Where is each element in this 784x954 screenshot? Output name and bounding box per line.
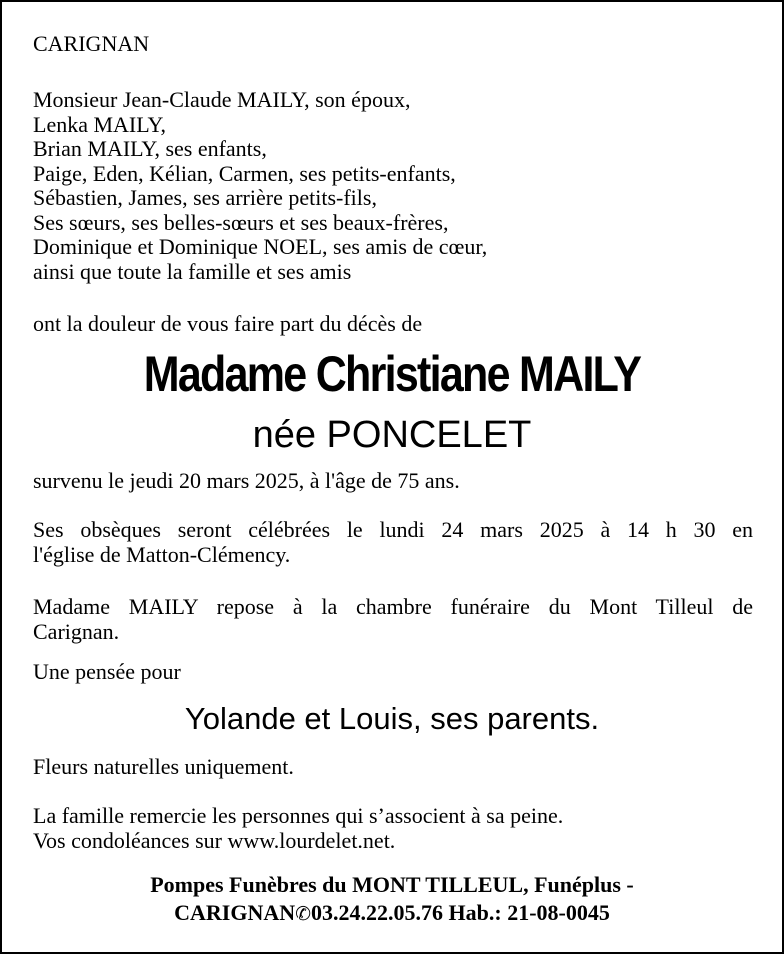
family-line: Paige, Eden, Kélian, Carmen, ses petits-enfants, xyxy=(33,160,456,186)
resting-place xyxy=(33,595,753,644)
announcement-intro: ont la douleur de vous faire part du décès de xyxy=(33,311,423,336)
thanks-line: Vos condoléances sur www.lourdelet.net. xyxy=(33,827,396,853)
parents-names: Yolande et Louis, ses parents. xyxy=(184,701,600,736)
funeral-home-phone: 03.24.22.05.76 Hab.: 21-08-0045 xyxy=(311,900,610,925)
funeral-details xyxy=(33,518,753,567)
thought-intro: Une pensée pour xyxy=(33,659,181,684)
resting-line: Carignan. xyxy=(33,618,120,644)
family-line: Ses sœurs, ses belles-sœurs et ses beaux-frères, xyxy=(33,209,449,235)
deceased-name: Madame Christiane MAILY xyxy=(143,346,641,402)
family-line: Dominique et Dominique NOEL, ses amis de cœur, xyxy=(33,234,488,259)
maiden-name: née PONCELET xyxy=(252,414,532,456)
thanks-line: La famille remercie les personnes qui s’associent à sa peine. xyxy=(33,803,564,828)
family-line: Lenka MAILY, xyxy=(33,111,167,137)
funeral-home-city: CARIGNAN xyxy=(174,900,296,925)
funeral-home xyxy=(2,871,782,928)
family-list xyxy=(33,88,487,284)
flowers-note: Fleurs naturelles uniquement. xyxy=(33,754,294,779)
family-line: Brian MAILY, ses enfants, xyxy=(33,136,267,161)
phone-icon: ✆ xyxy=(295,903,312,925)
funeral-home-contact xyxy=(2,899,782,928)
resting-line: Madame MAILY repose à la chambre funéraire du Mont Tilleul de xyxy=(33,594,753,619)
family-line: ainsi que toute la famille et ses amis xyxy=(33,258,352,284)
thanks-note xyxy=(33,804,563,853)
funeral-line: l'église de Matton-Clémency. xyxy=(33,541,291,567)
funeral-line: Ses obsèques seront célébrées le lundi 24 mars 2025 à 14 h 30 en xyxy=(33,517,753,542)
funeral-home-name: Pompes Funèbres du MONT TILLEUL, Funéplus - xyxy=(150,872,634,897)
death-details: survenu le jeudi 20 mars 2025, à l'âge de 75 ans. xyxy=(33,468,460,493)
city-heading: CARIGNAN xyxy=(33,31,150,56)
family-line: Sébastien, James, ses arrière petits-fils, xyxy=(33,185,377,210)
family-line: Monsieur Jean-Claude MAILY, son époux, xyxy=(33,87,411,112)
